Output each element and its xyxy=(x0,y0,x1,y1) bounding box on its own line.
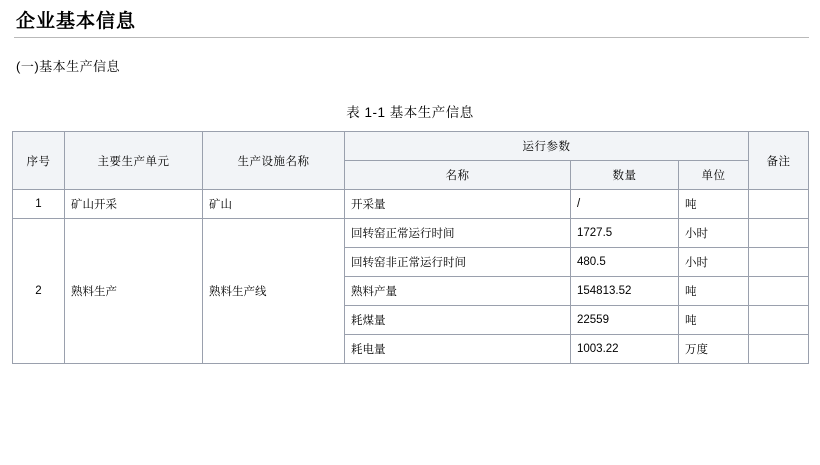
cell-facility-name: 矿山 xyxy=(203,190,345,219)
header-main-unit: 主要生产单元 xyxy=(65,132,203,190)
cell-remark xyxy=(749,306,809,335)
cell-param-qty: / xyxy=(571,190,679,219)
cell-remark xyxy=(749,219,809,248)
cell-param-name: 回转窑非正常运行时间 xyxy=(345,248,571,277)
header-seq: 序号 xyxy=(13,132,65,190)
table-body xyxy=(13,190,809,364)
header-param-unit: 单位 xyxy=(679,161,749,190)
cell-param-name: 耗电量 xyxy=(345,335,571,364)
table-header xyxy=(13,132,809,190)
table-row xyxy=(13,219,809,248)
cell-param-qty: 1003.22 xyxy=(571,335,679,364)
header-facility-name: 生产设施名称 xyxy=(203,132,345,190)
cell-seq: 2 xyxy=(13,219,65,364)
cell-param-unit: 小时 xyxy=(679,219,749,248)
cell-param-name: 开采量 xyxy=(345,190,571,219)
cell-remark xyxy=(749,190,809,219)
page-title: 企业基本信息 xyxy=(16,11,137,32)
table-header-row-1 xyxy=(13,132,809,161)
header-operating-params: 运行参数 xyxy=(345,132,749,161)
table-caption: 表 1-1 基本生产信息 xyxy=(346,105,474,120)
cell-param-unit: 小时 xyxy=(679,248,749,277)
section-heading: (一)基本生产信息 xyxy=(16,59,121,74)
cell-param-qty: 1727.5 xyxy=(571,219,679,248)
document-page xyxy=(0,6,820,465)
cell-param-unit: 吨 xyxy=(679,190,749,219)
cell-param-qty: 154813.52 xyxy=(571,277,679,306)
table-row xyxy=(13,190,809,219)
cell-main-unit: 熟料生产 xyxy=(65,219,203,364)
header-param-name: 名称 xyxy=(345,161,571,190)
cell-param-name: 耗煤量 xyxy=(345,306,571,335)
cell-seq: 1 xyxy=(13,190,65,219)
cell-param-qty: 480.5 xyxy=(571,248,679,277)
basic-production-info-table xyxy=(12,131,809,364)
cell-remark xyxy=(749,248,809,277)
cell-main-unit: 矿山开采 xyxy=(65,190,203,219)
cell-param-unit: 万度 xyxy=(679,335,749,364)
cell-param-name: 熟料产量 xyxy=(345,277,571,306)
cell-remark xyxy=(749,335,809,364)
title-divider xyxy=(14,37,809,38)
cell-facility-name: 熟料生产线 xyxy=(203,219,345,364)
cell-param-qty: 22559 xyxy=(571,306,679,335)
cell-param-name: 回转窑正常运行时间 xyxy=(345,219,571,248)
header-remark: 备注 xyxy=(749,132,809,190)
cell-param-unit: 吨 xyxy=(679,306,749,335)
header-param-qty: 数量 xyxy=(571,161,679,190)
cell-remark xyxy=(749,277,809,306)
cell-param-unit: 吨 xyxy=(679,277,749,306)
